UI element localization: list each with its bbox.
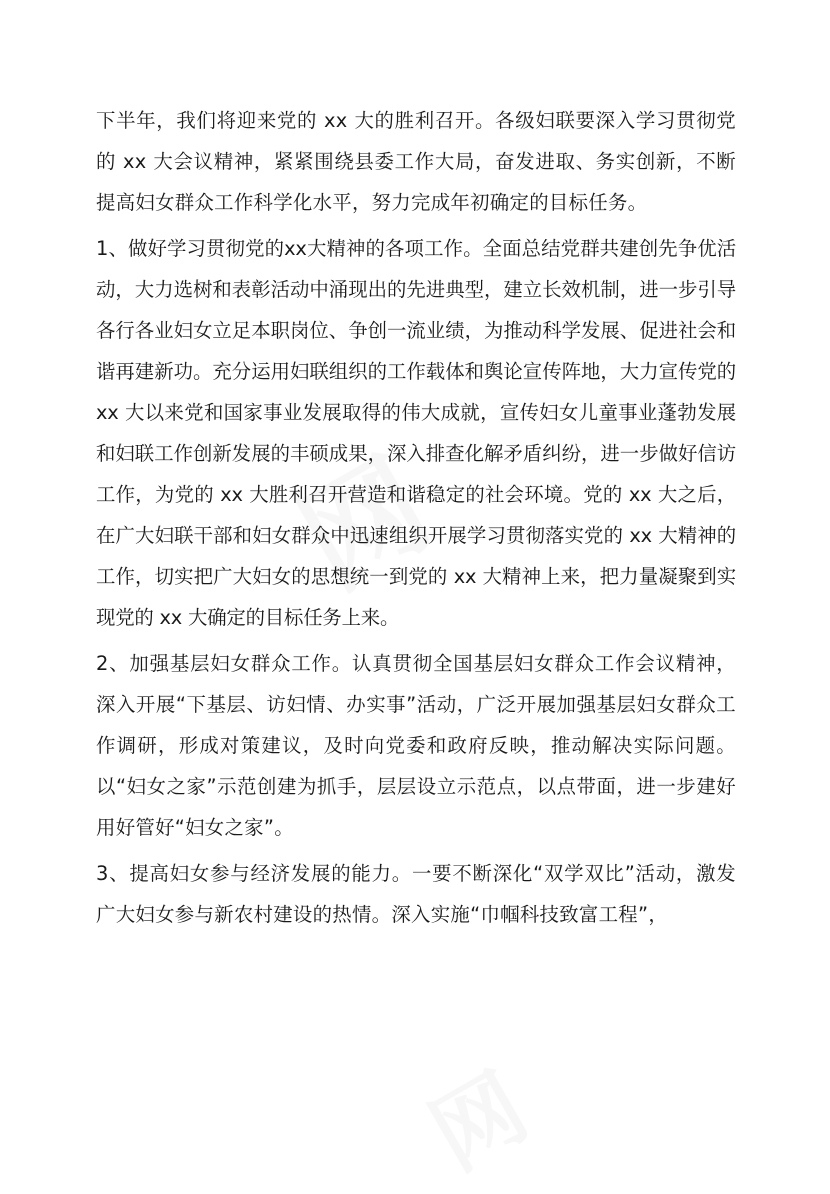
- document-body: [96, 100, 736, 940]
- paragraph-item-1: 1、做好学习贯彻党的xx大精神的各项工作。全面总结党群共建创先争优活动，大力选树和表彰活动中涌现出的先进典型，建立长效机制，进一步引导各行各业妇女立足本职岗位、争创一流业绩，为推动科学发展、促进社会和谐再建新功。充分运用妇联组织的工作载体和舆论宣传阵地，大力宣传党的 xx 大以来党和国家事业发展取得的伟大成就，宣传妇女儿童事业蓬勃发展和妇联工作创新发展的丰硕成果，深入排查化解矛盾纠纷，进一步做好信访工作，为党的 xx 大胜利召开营造和谐稳定的社会环境。党的 xx 大之后，在广大妇联干部和妇女群众中迅速组织开展学习贯彻落实党的 xx 大精神的工作，切实把广大妇女的思想统一到党的 xx 大精神上来，把力量凝聚到实现党的 xx 大确定的目标任务上来。: [96, 237, 736, 629]
- paragraph-item-2: 2、加强基层妇女群众工作。认真贯彻全国基层妇女群众工作会议精神，深入开展“下基层、访妇情、办实事”活动，广泛开展加强基层妇女群众工作调研，形成对策建议，及时向党委和政府反映，推动解决实际问题。以“妇女之家”示范创建为抓手，层层设立示范点，以点带面，进一步建好用好管好“妇女之家”。: [96, 652, 736, 839]
- paragraph-item-3: 3、提高妇女参与经济发展的能力。一要不断深化“双学双比”活动，激发广大妇女参与新农村建设的热情。深入实施“巾帼科技致富工程”，: [96, 862, 736, 926]
- watermark-mark: 网: [414, 1054, 545, 1191]
- paragraph-intro: 下半年，我们将迎来党的 xx 大的胜利召开。各级妇联要深入学习贯彻党的 xx 大会议精神，紧紧围绕县委工作大局，奋发进取、务实创新，不断提高妇女群众工作科学化水平，努力完成年初确定的目标任务。: [96, 109, 736, 214]
- watermark-mark: 网: [278, 434, 452, 616]
